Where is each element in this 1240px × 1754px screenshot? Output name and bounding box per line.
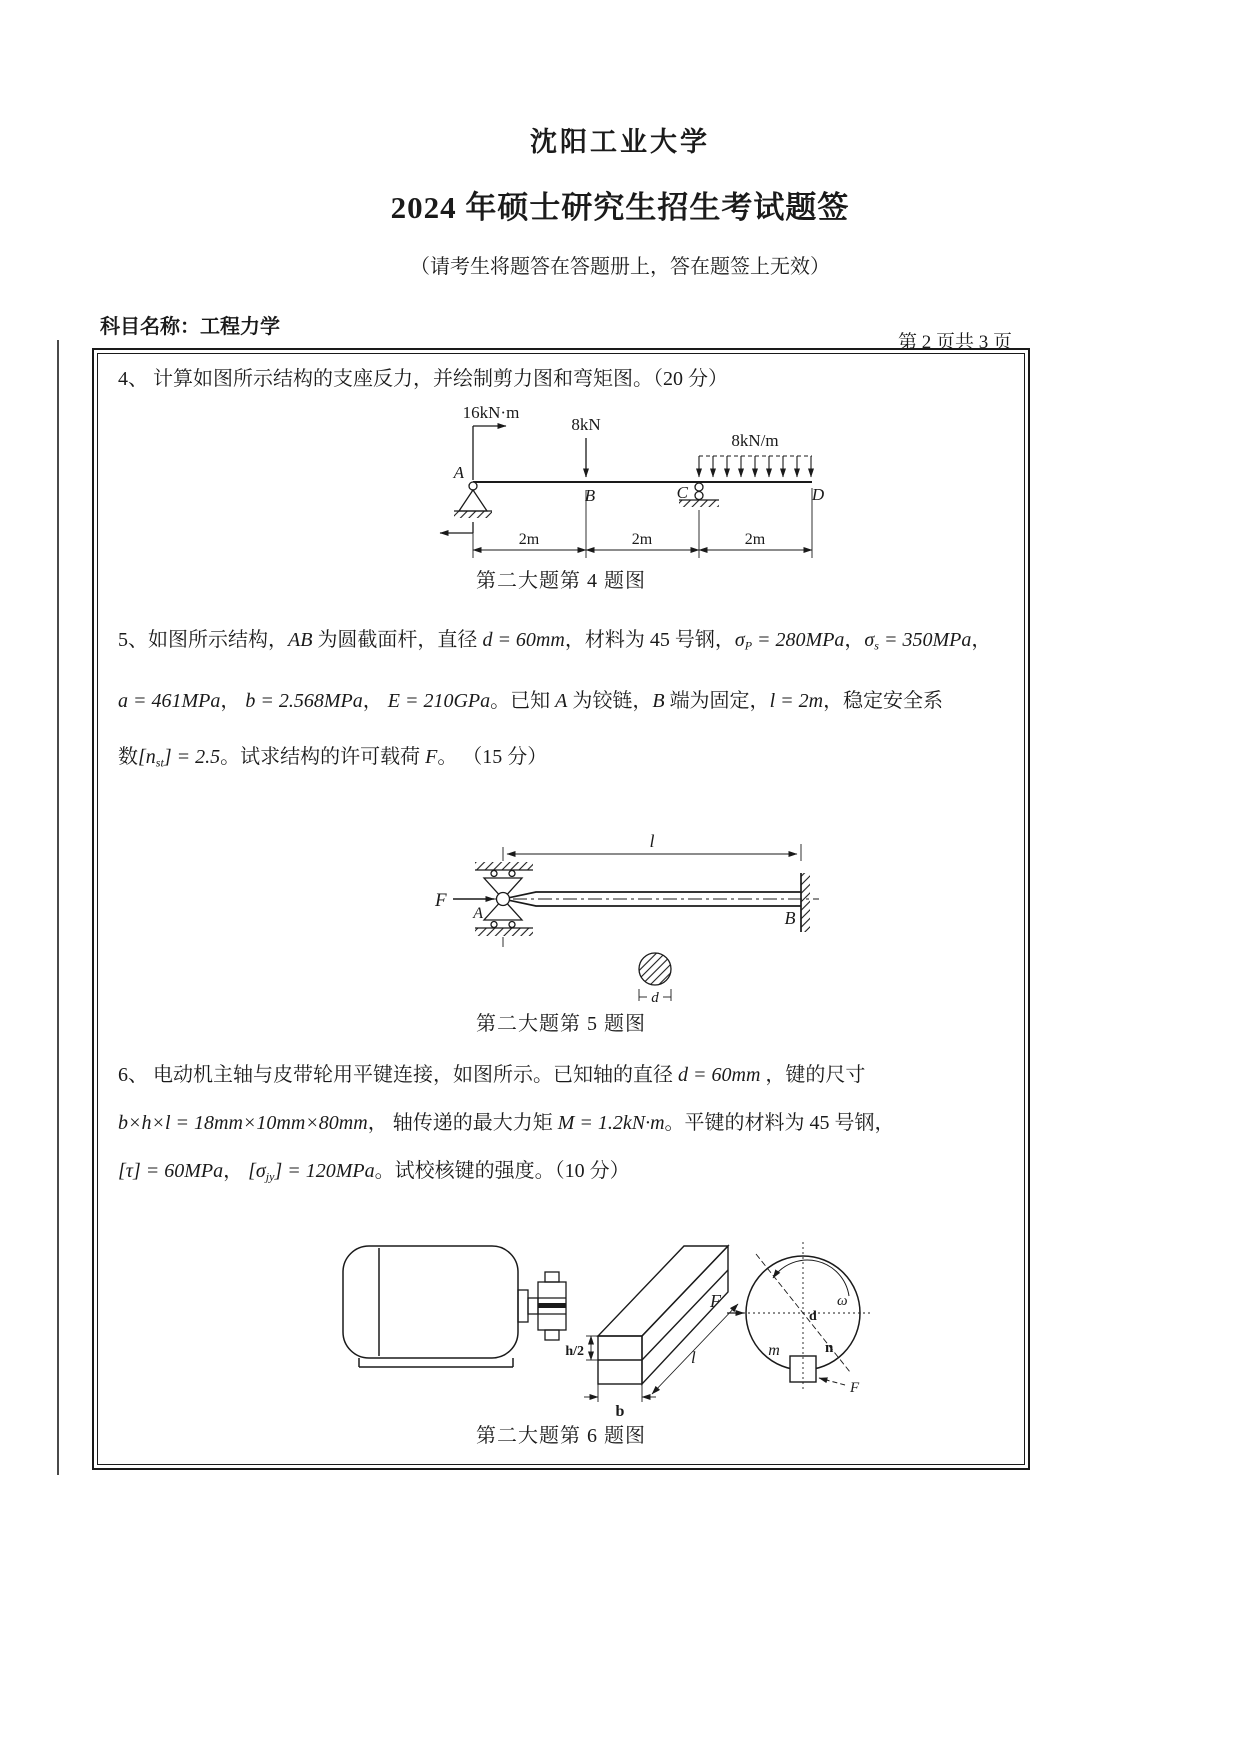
- university-name: 沈阳工业大学: [530, 127, 710, 157]
- question-4-caption: 第二大题第 4 题图: [476, 570, 646, 592]
- subject-label: 科目名称：: [100, 316, 200, 338]
- shaft-cross-section: [727, 1242, 873, 1390]
- question-6-key-figure: [313, 1208, 873, 1423]
- question-5-line2: a = 461MPa， b = 2.568MPa， E = 210GPa。已知 A 为铰链，B 端为固定，l = 2m，稳定安全系: [118, 690, 944, 713]
- node-b-label: B: [584, 486, 596, 505]
- pin-support-a: [454, 482, 492, 518]
- frame-content: [94, 350, 1028, 1468]
- section-n-label: n: [825, 1340, 834, 1357]
- exam-notice: （请考生将题答在答题册上，答在题签上无效）: [410, 256, 830, 278]
- point-load-label: 8kN: [571, 415, 601, 434]
- key-width-label: b: [615, 1403, 625, 1421]
- question-4-beam-figure: [398, 398, 838, 568]
- question-6-caption: 第二大题第 6 题图: [476, 1425, 646, 1448]
- key-height-label: h/2: [565, 1344, 584, 1360]
- question-5-text: [118, 612, 1004, 791]
- scan-edge-line: [57, 340, 59, 1475]
- key-length-label: l: [691, 1348, 696, 1368]
- force-label: F: [435, 889, 447, 911]
- question-6-line1: 6、 电动机主轴与皮带轮用平键连接，如图所示。已知轴的直径 d = 60mm ，键的尺寸: [118, 1063, 866, 1086]
- page-number: 第 2 页共 3 页: [897, 332, 1012, 353]
- diameter-label: d: [651, 989, 659, 1006]
- dim-ab-label: 2m: [518, 531, 540, 548]
- question-6-line3: [τ] = 60MPa， [σjy] = 120MPa。试校核键的强度。（10 分）: [118, 1159, 630, 1184]
- node-a-label: A: [473, 904, 483, 922]
- question-4-text: 4、 计算如图所示结构的支座反力，并绘制剪力图和弯矩图。（20 分）: [118, 368, 728, 390]
- motor-body: [343, 1246, 518, 1367]
- section-m-label: m: [768, 1342, 780, 1360]
- length-label: l: [649, 830, 655, 851]
- distributed-load: [699, 456, 812, 477]
- question-6-line2: b×h×l = 18mm×10mm×80mm， 轴传递的最大力矩 M = 1.2kN·m。平键的材料为 45 号钢，: [118, 1111, 895, 1134]
- key-dimension-lines: [584, 1304, 738, 1402]
- hinge-support-a: [475, 847, 533, 947]
- omega-label: ω: [837, 1293, 848, 1310]
- questions-frame: [92, 348, 1030, 1470]
- fixed-wall-b: [801, 844, 810, 932]
- node-a-label: A: [453, 463, 464, 482]
- key-block-3d: [598, 1246, 728, 1384]
- question-5-line1: 5、如图所示结构，AB 为圆截面杆，直径 d = 60mm，材料为 45 号钢，σP = 280MPa，σs = 350MPa，: [118, 629, 992, 653]
- node-d-label: D: [811, 485, 825, 504]
- force-left-label: F: [710, 1291, 721, 1312]
- dim-bc-label: 2m: [631, 531, 653, 548]
- dist-load-label: 8kN/m: [731, 431, 779, 450]
- node-b-label: B: [784, 907, 796, 928]
- subject-value: 工程力学: [200, 316, 280, 338]
- subject-line: [100, 310, 280, 339]
- question-5-line3: 数[nst] = 2.5。试求结构的许可载荷 F。 （15 分）: [118, 746, 548, 770]
- motor-shaft-coupling: [518, 1272, 566, 1340]
- question-5-rod-figure: [433, 799, 833, 1011]
- dim-cd-label: 2m: [744, 531, 766, 548]
- node-c-label: C: [676, 483, 688, 502]
- exam-title: 2024 年硕士研究生招生考试题签: [390, 190, 850, 225]
- force-bottom-label: F: [850, 1380, 860, 1397]
- question-5-caption: 第二大题第 5 题图: [476, 1012, 646, 1035]
- shaft-diameter-label: d: [809, 1309, 817, 1325]
- moment-label: 16kN·m: [462, 403, 520, 422]
- question-6-text: [118, 1051, 1004, 1200]
